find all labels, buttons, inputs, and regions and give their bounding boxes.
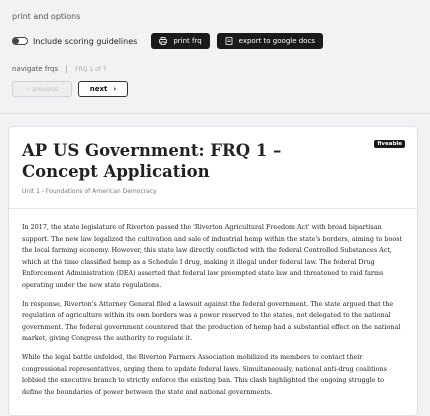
printer-icon	[159, 37, 167, 45]
navigate-row	[12, 65, 418, 73]
frq-counter: FRQ 1 of 7	[75, 65, 107, 73]
prompt-paragraph: In response, Riverton's Attorney General filed a lawsuit against the federal government. The state argued that the regulation of agriculture within its own borders was a power reserved to the states, not delegated to the national government. The federal government countered that the production of hemp had a substantial effect on the national market, giving Congress the authority to regulate it.	[22, 299, 401, 343]
export-label: export to google docs	[238, 37, 315, 45]
chevron-right-icon: ›	[113, 85, 117, 93]
section-divider	[0, 113, 430, 114]
frq-card	[8, 126, 418, 416]
prompt-paragraph: In 2017, the state legislature of Riverton passed the 'Riverton Agricultural Freedom Act' with broad bipartisan support. The new law legalized the cultivation and sale of industrial hemp within the state's borders, aiming to boost the local farming economy. However, this state law directly conflicted with the federal Controlled Substances Act, which at the time classified hemp as a Schedule I drug, making it illegal under federal law. The federal Drug Enforcement Administration (DEA) asserted that federal law preempted state law and threatened to raid farms operating under the new state regulations.	[22, 223, 403, 289]
options-row	[12, 33, 418, 49]
toggle-switch[interactable]	[12, 37, 28, 45]
navigate-buttons	[12, 81, 418, 97]
next-button[interactable]	[78, 81, 128, 97]
print-options-panel	[0, 0, 430, 97]
print-frq-button[interactable]	[151, 33, 209, 49]
fiveable-logo: fiveable	[374, 140, 405, 148]
chevron-left-icon: ‹	[25, 85, 29, 93]
previous-button[interactable]	[12, 81, 72, 97]
export-google-docs-button[interactable]	[217, 33, 323, 49]
prompt-paragraph: While the legal battle unfolded, the Riverton Farmers Association mobilized its members to contact their congressional representatives, urging them to update federal laws. Simultaneously, national anti-drug coalitions lobbied the executive branch to strictly enforce the existing ban. This clash highlighted the ongoing struggle to define the boundaries of power between the state and national governments.	[22, 352, 387, 396]
nav-separator	[66, 65, 67, 73]
scoring-guidelines-toggle[interactable]	[12, 37, 137, 46]
card-divider	[9, 208, 417, 209]
toggle-knob	[13, 38, 19, 44]
document-icon	[225, 37, 233, 45]
previous-label: previous	[32, 85, 59, 93]
section-title: print and options	[12, 12, 81, 21]
print-frq-label: print frq	[173, 37, 202, 45]
toggle-label: Include scoring guidelines	[33, 36, 138, 46]
next-label: next	[89, 85, 108, 93]
unit-label: Unit 1 - Foundations of American Democracy	[22, 188, 157, 195]
page-title: AP US Government: FRQ 1 – Concept Application	[22, 141, 282, 181]
navigate-label: navigate frqs	[12, 65, 59, 73]
